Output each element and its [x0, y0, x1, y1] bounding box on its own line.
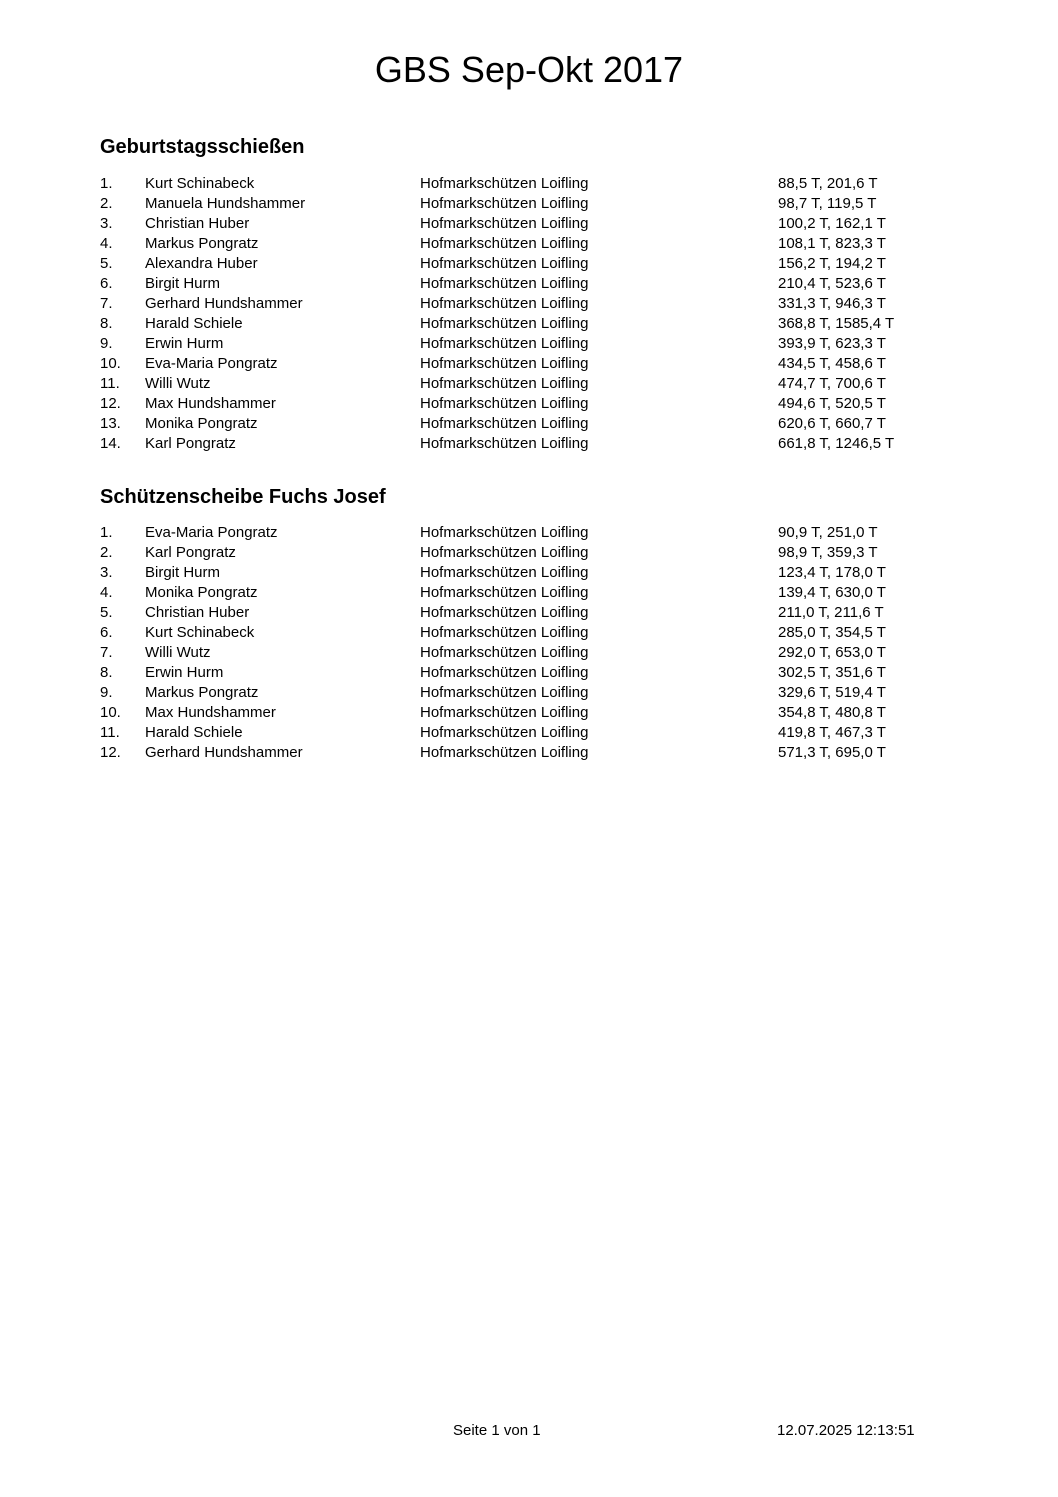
club-name: Hofmarkschützen Loifling: [420, 664, 589, 681]
result-row: [100, 374, 940, 394]
rank-number: 11.: [100, 724, 120, 741]
club-name: Hofmarkschützen Loifling: [420, 415, 589, 432]
result-row: [100, 334, 940, 354]
shooter-name: Monika Pongratz: [145, 584, 258, 601]
club-name: Hofmarkschützen Loifling: [420, 724, 589, 741]
rank-number: 10.: [100, 704, 121, 721]
result-row: [100, 294, 940, 314]
result-value: 210,4 T, 523,6 T: [778, 275, 886, 292]
result-value: 302,5 T, 351,6 T: [778, 664, 886, 681]
club-name: Hofmarkschützen Loifling: [420, 295, 589, 312]
shooter-name: Willi Wutz: [145, 644, 211, 661]
result-row: [100, 394, 940, 414]
result-value: 108,1 T, 823,3 T: [778, 235, 886, 252]
shooter-name: Birgit Hurm: [145, 275, 221, 292]
rank-number: 1.: [100, 175, 113, 192]
shooter-name: Max Hundshammer: [145, 704, 276, 721]
result-row: [100, 543, 940, 563]
result-value: 474,7 T, 700,6 T: [778, 375, 886, 392]
club-name: Hofmarkschützen Loifling: [420, 175, 589, 192]
print-timestamp: 12.07.2025 12:13:51: [777, 1422, 915, 1439]
rank-number: 3.: [100, 564, 113, 581]
rank-number: 6.: [100, 275, 113, 292]
result-row: [100, 194, 940, 214]
shooter-name: Erwin Hurm: [145, 664, 224, 681]
rank-number: 11.: [100, 375, 120, 392]
rank-number: 5.: [100, 604, 113, 621]
result-value: 292,0 T, 653,0 T: [778, 644, 886, 661]
result-value: 90,9 T, 251,0 T: [778, 524, 878, 541]
result-value: 393,9 T, 623,3 T: [778, 335, 886, 352]
result-value: 331,3 T, 946,3 T: [778, 295, 886, 312]
club-name: Hofmarkschützen Loifling: [420, 704, 589, 721]
rank-number: 4.: [100, 584, 113, 601]
results-list-geburtstagsschiessen: [100, 174, 940, 454]
shooter-name: Karl Pongratz: [145, 435, 236, 452]
rank-number: 9.: [100, 684, 113, 701]
result-value: 661,8 T, 1246,5 T: [778, 435, 895, 452]
rank-number: 7.: [100, 644, 113, 661]
result-value: 123,4 T, 178,0 T: [778, 564, 886, 581]
result-value: 419,8 T, 467,3 T: [778, 724, 886, 741]
result-row: [100, 254, 940, 274]
result-row: [100, 703, 940, 723]
result-value: 88,5 T, 201,6 T: [778, 175, 878, 192]
club-name: Hofmarkschützen Loifling: [420, 315, 589, 332]
result-value: 285,0 T, 354,5 T: [778, 624, 886, 641]
result-value: 156,2 T, 194,2 T: [778, 255, 886, 272]
club-name: Hofmarkschützen Loifling: [420, 255, 589, 272]
result-row: [100, 434, 940, 454]
club-name: Hofmarkschützen Loifling: [420, 435, 589, 452]
club-name: Hofmarkschützen Loifling: [420, 544, 589, 561]
rank-number: 4.: [100, 235, 113, 252]
club-name: Hofmarkschützen Loifling: [420, 524, 589, 541]
shooter-name: Markus Pongratz: [145, 684, 259, 701]
club-name: Hofmarkschützen Loifling: [420, 684, 589, 701]
result-value: 139,4 T, 630,0 T: [778, 584, 886, 601]
shooter-name: Christian Huber: [145, 215, 250, 232]
shooter-name: Gerhard Hundshammer: [145, 295, 303, 312]
document-title: GBS Sep-Okt 2017: [374, 49, 684, 90]
result-value: 620,6 T, 660,7 T: [778, 415, 886, 432]
rank-number: 14.: [100, 435, 121, 452]
club-name: Hofmarkschützen Loifling: [420, 395, 589, 412]
shooter-name: Kurt Schinabeck: [145, 624, 255, 641]
section-heading-geburtstagsschiessen: Geburtstagsschießen: [100, 136, 305, 158]
club-name: Hofmarkschützen Loifling: [420, 235, 589, 252]
page-number-label: Seite 1 von 1: [453, 1422, 541, 1439]
result-value: 329,6 T, 519,4 T: [778, 684, 886, 701]
club-name: Hofmarkschützen Loifling: [420, 355, 589, 372]
shooter-name: Willi Wutz: [145, 375, 211, 392]
result-value: 98,9 T, 359,3 T: [778, 544, 878, 561]
club-name: Hofmarkschützen Loifling: [420, 215, 589, 232]
result-row: [100, 603, 940, 623]
rank-number: 8.: [100, 315, 113, 332]
result-value: 100,2 T, 162,1 T: [778, 215, 886, 232]
section-heading-schuetzenscheibe: Schützenscheibe Fuchs Josef: [100, 486, 386, 508]
rank-number: 9.: [100, 335, 113, 352]
shooter-name: Christian Huber: [145, 604, 250, 621]
result-row: [100, 414, 940, 434]
results-list-schuetzenscheibe: [100, 523, 940, 763]
result-value: 211,0 T, 211,6 T: [778, 604, 884, 621]
club-name: Hofmarkschützen Loifling: [420, 275, 589, 292]
result-row: [100, 314, 940, 334]
shooter-name: Gerhard Hundshammer: [145, 744, 303, 761]
result-row: [100, 743, 940, 763]
result-row: [100, 723, 940, 743]
result-row: [100, 583, 940, 603]
result-value: 571,3 T, 695,0 T: [778, 744, 886, 761]
rank-number: 1.: [100, 524, 113, 541]
shooter-name: Kurt Schinabeck: [145, 175, 255, 192]
result-row: [100, 683, 940, 703]
rank-number: 8.: [100, 664, 113, 681]
result-row: [100, 354, 940, 374]
result-row: [100, 523, 940, 543]
rank-number: 2.: [100, 544, 113, 561]
shooter-name: Birgit Hurm: [145, 564, 221, 581]
shooter-name: Karl Pongratz: [145, 544, 236, 561]
shooter-name: Harald Schiele: [145, 315, 243, 332]
club-name: Hofmarkschützen Loifling: [420, 744, 589, 761]
result-value: 98,7 T, 119,5 T: [778, 195, 877, 212]
rank-number: 2.: [100, 195, 113, 212]
shooter-name: Markus Pongratz: [145, 235, 259, 252]
shooter-name: Manuela Hundshammer: [145, 195, 306, 212]
result-value: 368,8 T, 1585,4 T: [778, 315, 895, 332]
result-row: [100, 563, 940, 583]
club-name: Hofmarkschützen Loifling: [420, 644, 589, 661]
club-name: Hofmarkschützen Loifling: [420, 584, 589, 601]
result-value: 354,8 T, 480,8 T: [778, 704, 886, 721]
club-name: Hofmarkschützen Loifling: [420, 604, 589, 621]
shooter-name: Max Hundshammer: [145, 395, 276, 412]
shooter-name: Erwin Hurm: [145, 335, 224, 352]
rank-number: 7.: [100, 295, 113, 312]
result-row: [100, 174, 940, 194]
result-value: 494,6 T, 520,5 T: [778, 395, 886, 412]
club-name: Hofmarkschützen Loifling: [420, 375, 589, 392]
shooter-name: Alexandra Huber: [145, 255, 258, 272]
club-name: Hofmarkschützen Loifling: [420, 564, 589, 581]
result-row: [100, 663, 940, 683]
shooter-name: Eva-Maria Pongratz: [145, 355, 278, 372]
result-row: [100, 643, 940, 663]
result-row: [100, 274, 940, 294]
rank-number: 12.: [100, 744, 121, 761]
result-row: [100, 214, 940, 234]
rank-number: 10.: [100, 355, 121, 372]
club-name: Hofmarkschützen Loifling: [420, 195, 589, 212]
shooter-name: Monika Pongratz: [145, 415, 258, 432]
result-row: [100, 234, 940, 254]
club-name: Hofmarkschützen Loifling: [420, 624, 589, 641]
shooter-name: Eva-Maria Pongratz: [145, 524, 278, 541]
rank-number: 13.: [100, 415, 121, 432]
result-row: [100, 623, 940, 643]
club-name: Hofmarkschützen Loifling: [420, 335, 589, 352]
result-value: 434,5 T, 458,6 T: [778, 355, 886, 372]
rank-number: 6.: [100, 624, 113, 641]
rank-number: 12.: [100, 395, 121, 412]
rank-number: 5.: [100, 255, 113, 272]
rank-number: 3.: [100, 215, 113, 232]
shooter-name: Harald Schiele: [145, 724, 243, 741]
